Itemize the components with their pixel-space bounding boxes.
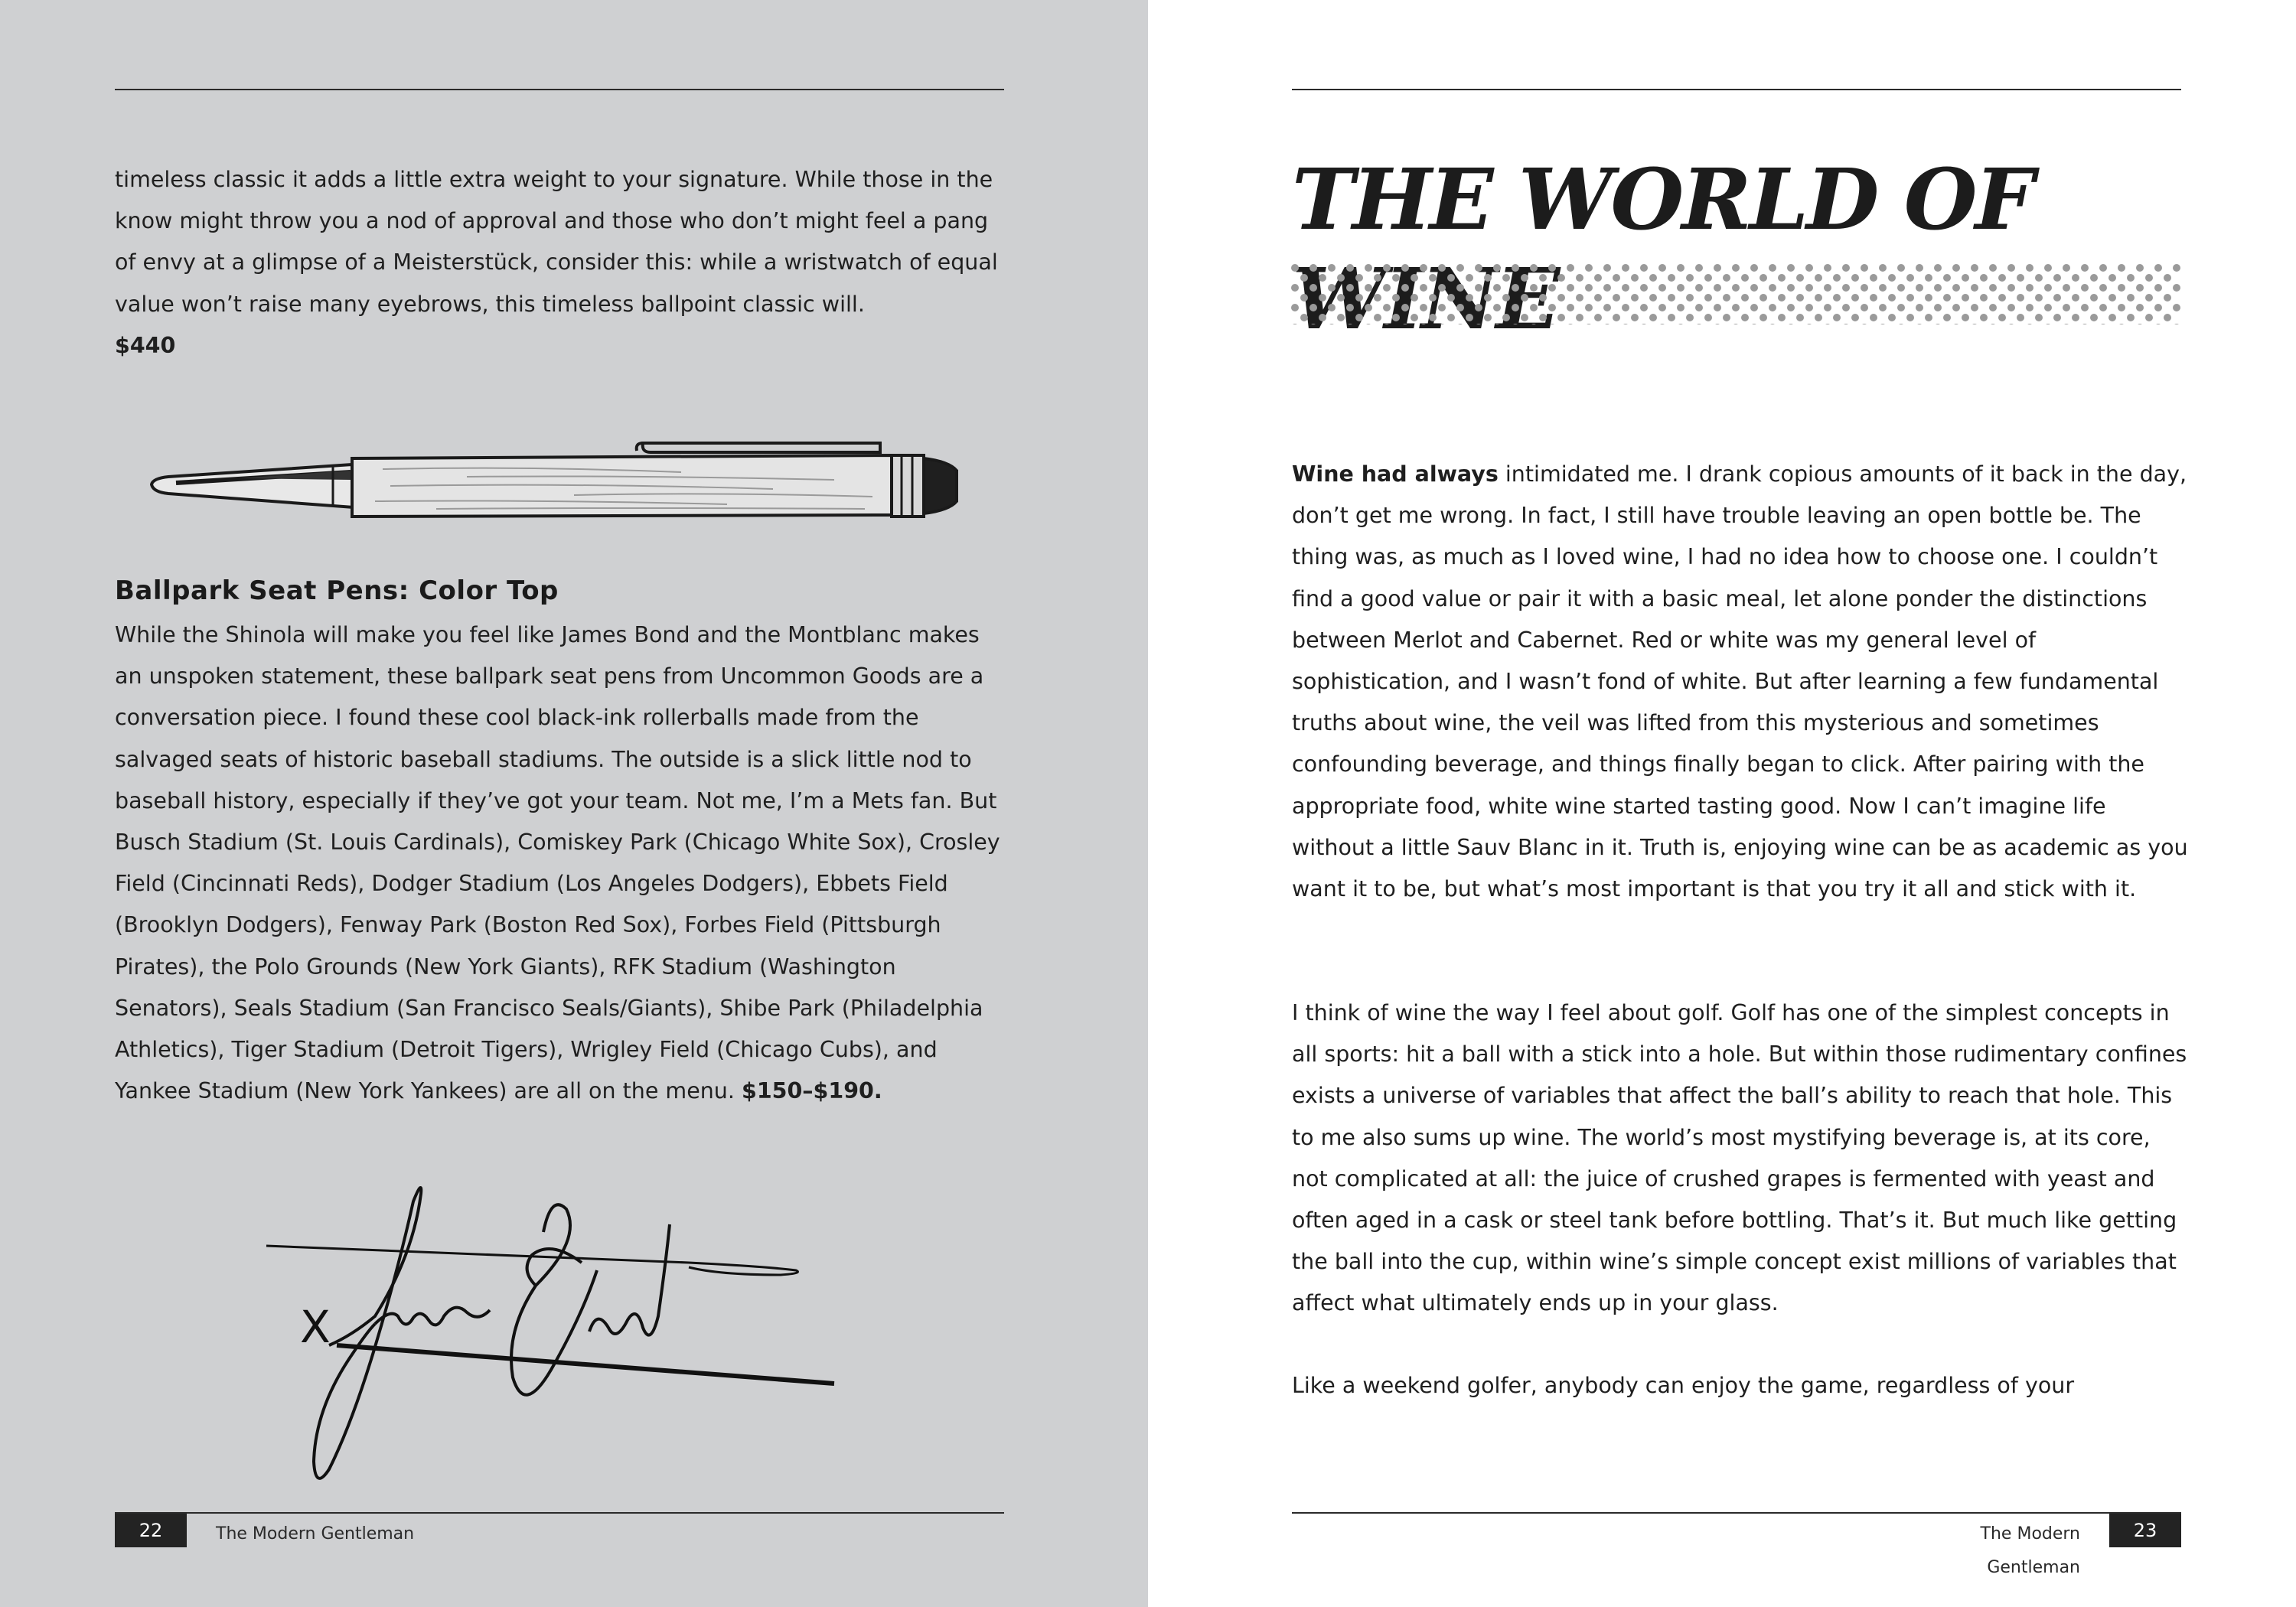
pen-tip <box>152 464 354 507</box>
dot-pattern-divider <box>1290 263 2181 324</box>
section-heading: Ballpark Seat Pens: Color Top <box>115 575 559 606</box>
page-number-right: 23 <box>2109 1514 2181 1547</box>
pen-clip <box>643 443 880 452</box>
top-rule-right <box>1292 89 2181 90</box>
section-paragraph <box>115 614 1010 1112</box>
ballpoint-pen-illustration <box>145 425 972 524</box>
running-head-right: The Modern Gentleman <box>1980 1524 2080 1577</box>
bottom-rule-left <box>115 1512 1004 1514</box>
wine-para-1-text: intimidated me. I drank copious amounts of it back in the day, don’t get me wrong. In fact, I still have trouble leaving an open bottle be. The thing was, as much as I loved wine, I had no idea how to choose one. I couldn’t find a good value or pair it with a basic meal, let alone ponder the distinctions between Merlot and Cabernet. Red or white was my general level of sophistication, and I wasn’t fond of white. But after learning a few fundamental truths about wine, the veil was lifted from this mysterious and sometimes confounding beverage, and things finally began to click. After pairing with the appropriate food, white wine started tasting good. Now I can’t imagine life without a little Sauv Blanc in it. Truth is, enjoying wine can be as academic as you want it to be, but what’s most important is that you try it all and stick with it. <box>1292 461 2188 902</box>
wine-para-3-text: Like a weekend golfer, anybody can enjoy the game, regardless of your <box>1292 1373 2075 1398</box>
section-body: While the Shinola will make you feel like James Bond and the Montblanc makes an unspoken statement, these ballpark seat pens from Uncommon Goods are a conversation piece. I found these cool black-ink rollerballs made from the salvaged seats of historic baseball stadiums. The outside is a slick little nod to baseball history, especially if they’ve got your team. Not me, I’m a Mets fan. But Busch Stadium (St. Louis Cardinals), Comiskey Park (Chicago White Sox), Crosley Field (Cincinnati Reds), Dodger Stadium (Los Angeles Dodgers), Ebbets Field (Brooklyn Dodgers), Fenway Park (Boston Red Sox), Forbes Field (Pittsburgh Pirates), the Polo Grounds (New York Giants), RFK Stadium (Washington Senators), Seals Stadium (San Francisco Seals/Giants), Shibe Park (Philadelphia Athletics), Tiger Stadium (Detroit Tigers), Wrigley Field (Chicago Cubs), and Yankee Stadium (New York Yankees) are all on the menu. <box>115 622 1000 1104</box>
wine-paragraph-1 <box>1292 454 2189 910</box>
page-number-left: 22 <box>115 1514 187 1547</box>
signature-drawing <box>260 1178 857 1485</box>
top-rule-left <box>115 89 1004 90</box>
intro-price: $440 <box>115 332 176 358</box>
section-price: $150–$190. <box>741 1078 882 1104</box>
chapter-title: THE WORLD OF <box>1292 150 2033 249</box>
wine-paragraph-2 <box>1292 993 2189 1325</box>
running-head-left: The Modern Gentleman <box>216 1524 415 1543</box>
wine-paragraph-3 <box>1292 1365 2189 1407</box>
pen-cap <box>892 455 924 517</box>
intro-text: timeless classic it adds a little extra weight to your signature. While those in the know might throw you a nod of approval and those who don’t might feel a pang of envy at a glimpse of a Meisterstück, consider this: while a wristwatch of equal value won’t raise many eyebrows, this timeless ballpoint classic will. <box>115 167 998 317</box>
wine-lead-in: Wine had always <box>1292 461 1499 487</box>
signature-x-mark: X <box>300 1301 331 1353</box>
wine-para-2-text: I think of wine the way I feel about golf. Golf has one of the simplest concepts in all sports: hit a ball with a stick into a hole. But within those rudimentary confines exists a universe of variables that affect the ball’s ability to reach that hole. This to me also sums up wine. The world’s most mystifying beverage is, at its core, not complicated at all: the juice of crushed grapes is fermented with yeast and often aged in a cask or steel tank before bottling. That’s it. But much like getting the ball into the cup, within wine’s simple concept exist millions of variables that affect what ultimately ends up in your glass. <box>1292 1000 2187 1316</box>
bottom-rule-right <box>1292 1512 2181 1514</box>
intro-paragraph <box>115 159 1010 367</box>
